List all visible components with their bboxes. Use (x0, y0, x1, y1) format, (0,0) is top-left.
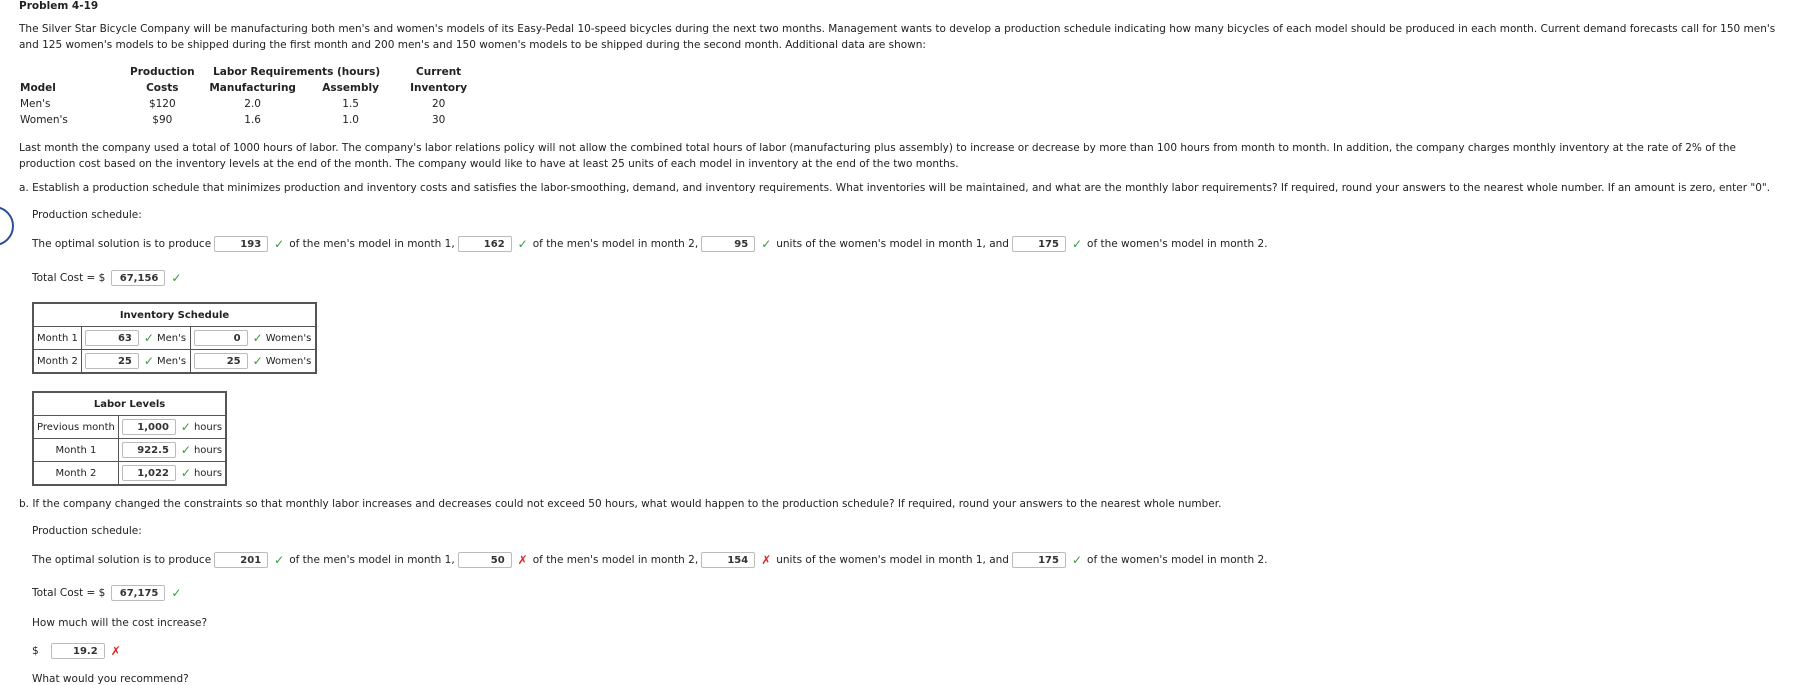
check-icon: ✓ (180, 443, 191, 457)
answer-men-month1[interactable]: 201 (214, 552, 268, 568)
check-icon: ✓ (1071, 237, 1083, 251)
part-a-schedule-label: Production schedule: (32, 209, 142, 221)
hours-label: hours (193, 468, 223, 479)
check-icon: ✓ (143, 331, 154, 345)
answer-women-month1[interactable]: 95 (701, 236, 755, 252)
row-manufacturing: 2.0 (244, 98, 261, 110)
header-production: Production (130, 66, 195, 78)
inventory-row-label: Month 2 (33, 350, 81, 374)
labor-row-label: Month 2 (33, 462, 118, 486)
part-a-total-cost (32, 270, 186, 286)
cross-icon: ✗ (761, 553, 772, 567)
answer-women-month1[interactable]: 154 (701, 552, 755, 568)
row-inventory: 20 (431, 98, 446, 110)
labor-row-label: Previous month (33, 416, 118, 439)
progress-indicator-circle (0, 206, 14, 246)
inventory-men-input[interactable]: 63 (85, 330, 139, 346)
total-cost-input[interactable]: 67,175 (111, 585, 165, 601)
sentence-prefix: The optimal solution is to produce (32, 554, 212, 566)
women-label: Women's (265, 356, 312, 367)
inventory-schedule-table (32, 302, 317, 374)
hours-label: hours (193, 445, 223, 456)
row-assembly: 1.5 (342, 98, 359, 110)
labor-levels-title: Labor Levels (33, 392, 226, 416)
policy-paragraph: Last month the company used a total of 1000 hours of labor. The company's labor relations policy will not allow the combined total hours of labor (manufacturing plus assembly) to increase or decrease by more than 100 hours from month to month. In addition, the company charges monthly inventory at the rate of 2% of the production cost based on the inventory levels at the end of the month. The company would like to have at least 25 units of each model in inventory at the end of the two months. (19, 142, 1736, 170)
answer-women-month2[interactable]: 175 (1012, 236, 1066, 252)
cross-icon: ✗ (110, 644, 121, 658)
header-current: Current (416, 66, 462, 78)
part-a-question: a. Establish a production schedule that minimizes production and inventory costs and satisfies the labor-smoothing, demand, and inventory requirements. What inventories will be maintained, and what are the monthly labor requirements? If required, round your answers to the nearest whole number. If an amount is zero, enter "0". (19, 182, 1771, 194)
check-icon: ✓ (252, 354, 263, 368)
check-icon: ✓ (171, 271, 182, 285)
labor-value-input[interactable]: 1,000 (122, 419, 176, 435)
check-icon: ✓ (761, 237, 772, 251)
check-icon: ✓ (1071, 553, 1083, 567)
inventory-women-input[interactable]: 0 (194, 330, 248, 346)
data-table (18, 64, 483, 128)
inventory-row-label: Month 1 (33, 327, 81, 350)
women-label: Women's (265, 333, 312, 344)
labor-value-input[interactable]: 922.5 (122, 442, 176, 458)
header-inventory: Inventory (410, 82, 468, 94)
header-costs: Costs (146, 82, 179, 94)
sentence-text: of the men's model in month 2, (532, 554, 699, 566)
part-b-question: b. If the company changed the constraints so that monthly labor increases and decreases could not exceed 50 hours, what would happen to the production schedule? If required, round your answers to the nearest whole number. (19, 498, 1222, 510)
answer-men-month1[interactable]: 193 (214, 236, 268, 252)
check-icon: ✓ (171, 586, 182, 600)
check-icon: ✓ (180, 420, 191, 434)
intro-paragraph: The Silver Star Bicycle Company will be manufacturing both men's and women's models of its Easy-Pedal 10-speed bicycles during the next two months. Management wants to develop a production schedule indicating how many bicycles of each model should be produced in each month. Current demand forecasts call for 150 men's and 125 women's models to be shipped during the first month and 200 men's and 150 women's models to be shipped during the second month. Additional data are shown: (19, 23, 1776, 51)
answer-women-month2[interactable]: 175 (1012, 552, 1066, 568)
part-b-solution-sentence (32, 552, 1267, 568)
cross-icon: ✗ (517, 553, 528, 567)
problem-title: Problem 4-19 (19, 0, 99, 12)
header-assembly: Assembly (322, 82, 379, 94)
row-assembly: 1.0 (342, 114, 359, 126)
men-label: Men's (156, 356, 187, 367)
cost-increase-input[interactable]: 19.2 (51, 643, 105, 659)
recommend-question: What would you recommend? (32, 673, 189, 685)
part-a-solution-sentence (32, 236, 1267, 252)
dollar-sign: $ (32, 645, 39, 657)
labor-row-label: Month 1 (33, 439, 118, 462)
inventory-women-input[interactable]: 25 (194, 353, 248, 369)
header-model: Model (20, 82, 56, 94)
total-cost-label: Total Cost = $ (32, 272, 106, 284)
labor-levels-table (32, 391, 227, 486)
total-cost-label: Total Cost = $ (32, 587, 106, 599)
row-manufacturing: 1.6 (244, 114, 261, 126)
sentence-text: units of the women's model in month 1, and (776, 554, 1009, 566)
header-labor: Labor Requirements (hours) (213, 66, 381, 78)
hours-label: hours (193, 422, 223, 433)
inventory-schedule-title: Inventory Schedule (33, 303, 316, 327)
sentence-text: of the women's model in month 2. (1087, 238, 1268, 250)
sentence-text: units of the women's model in month 1, and (776, 238, 1009, 250)
part-b-total-cost (32, 585, 186, 601)
total-cost-input[interactable]: 67,156 (111, 270, 165, 286)
check-icon: ✓ (143, 354, 154, 368)
sentence-text: of the men's model in month 2, (532, 238, 699, 250)
answer-men-month2[interactable]: 162 (458, 236, 512, 252)
row-cost: $90 (152, 114, 173, 126)
sentence-text: of the women's model in month 2. (1087, 554, 1268, 566)
sentence-text: of the men's model in month 1, (289, 238, 455, 250)
part-b-schedule-label: Production schedule: (32, 525, 142, 537)
check-icon: ✓ (252, 331, 263, 345)
header-manufacturing: Manufacturing (209, 82, 296, 94)
row-inventory: 30 (431, 114, 446, 126)
row-cost: $120 (148, 98, 176, 110)
check-icon: ✓ (180, 466, 191, 480)
cost-increase-row (32, 643, 126, 659)
check-icon: ✓ (274, 553, 285, 567)
check-icon: ✓ (517, 237, 528, 251)
inventory-men-input[interactable]: 25 (85, 353, 139, 369)
labor-value-input[interactable]: 1,022 (122, 465, 176, 481)
sentence-text: of the men's model in month 1, (289, 554, 455, 566)
row-model: Women's (20, 114, 68, 126)
sentence-prefix: The optimal solution is to produce (32, 238, 212, 250)
cost-increase-question: How much will the cost increase? (32, 617, 208, 629)
men-label: Men's (156, 333, 187, 344)
check-icon: ✓ (274, 237, 285, 251)
row-model: Men's (20, 98, 51, 110)
answer-men-month2[interactable]: 50 (458, 552, 512, 568)
